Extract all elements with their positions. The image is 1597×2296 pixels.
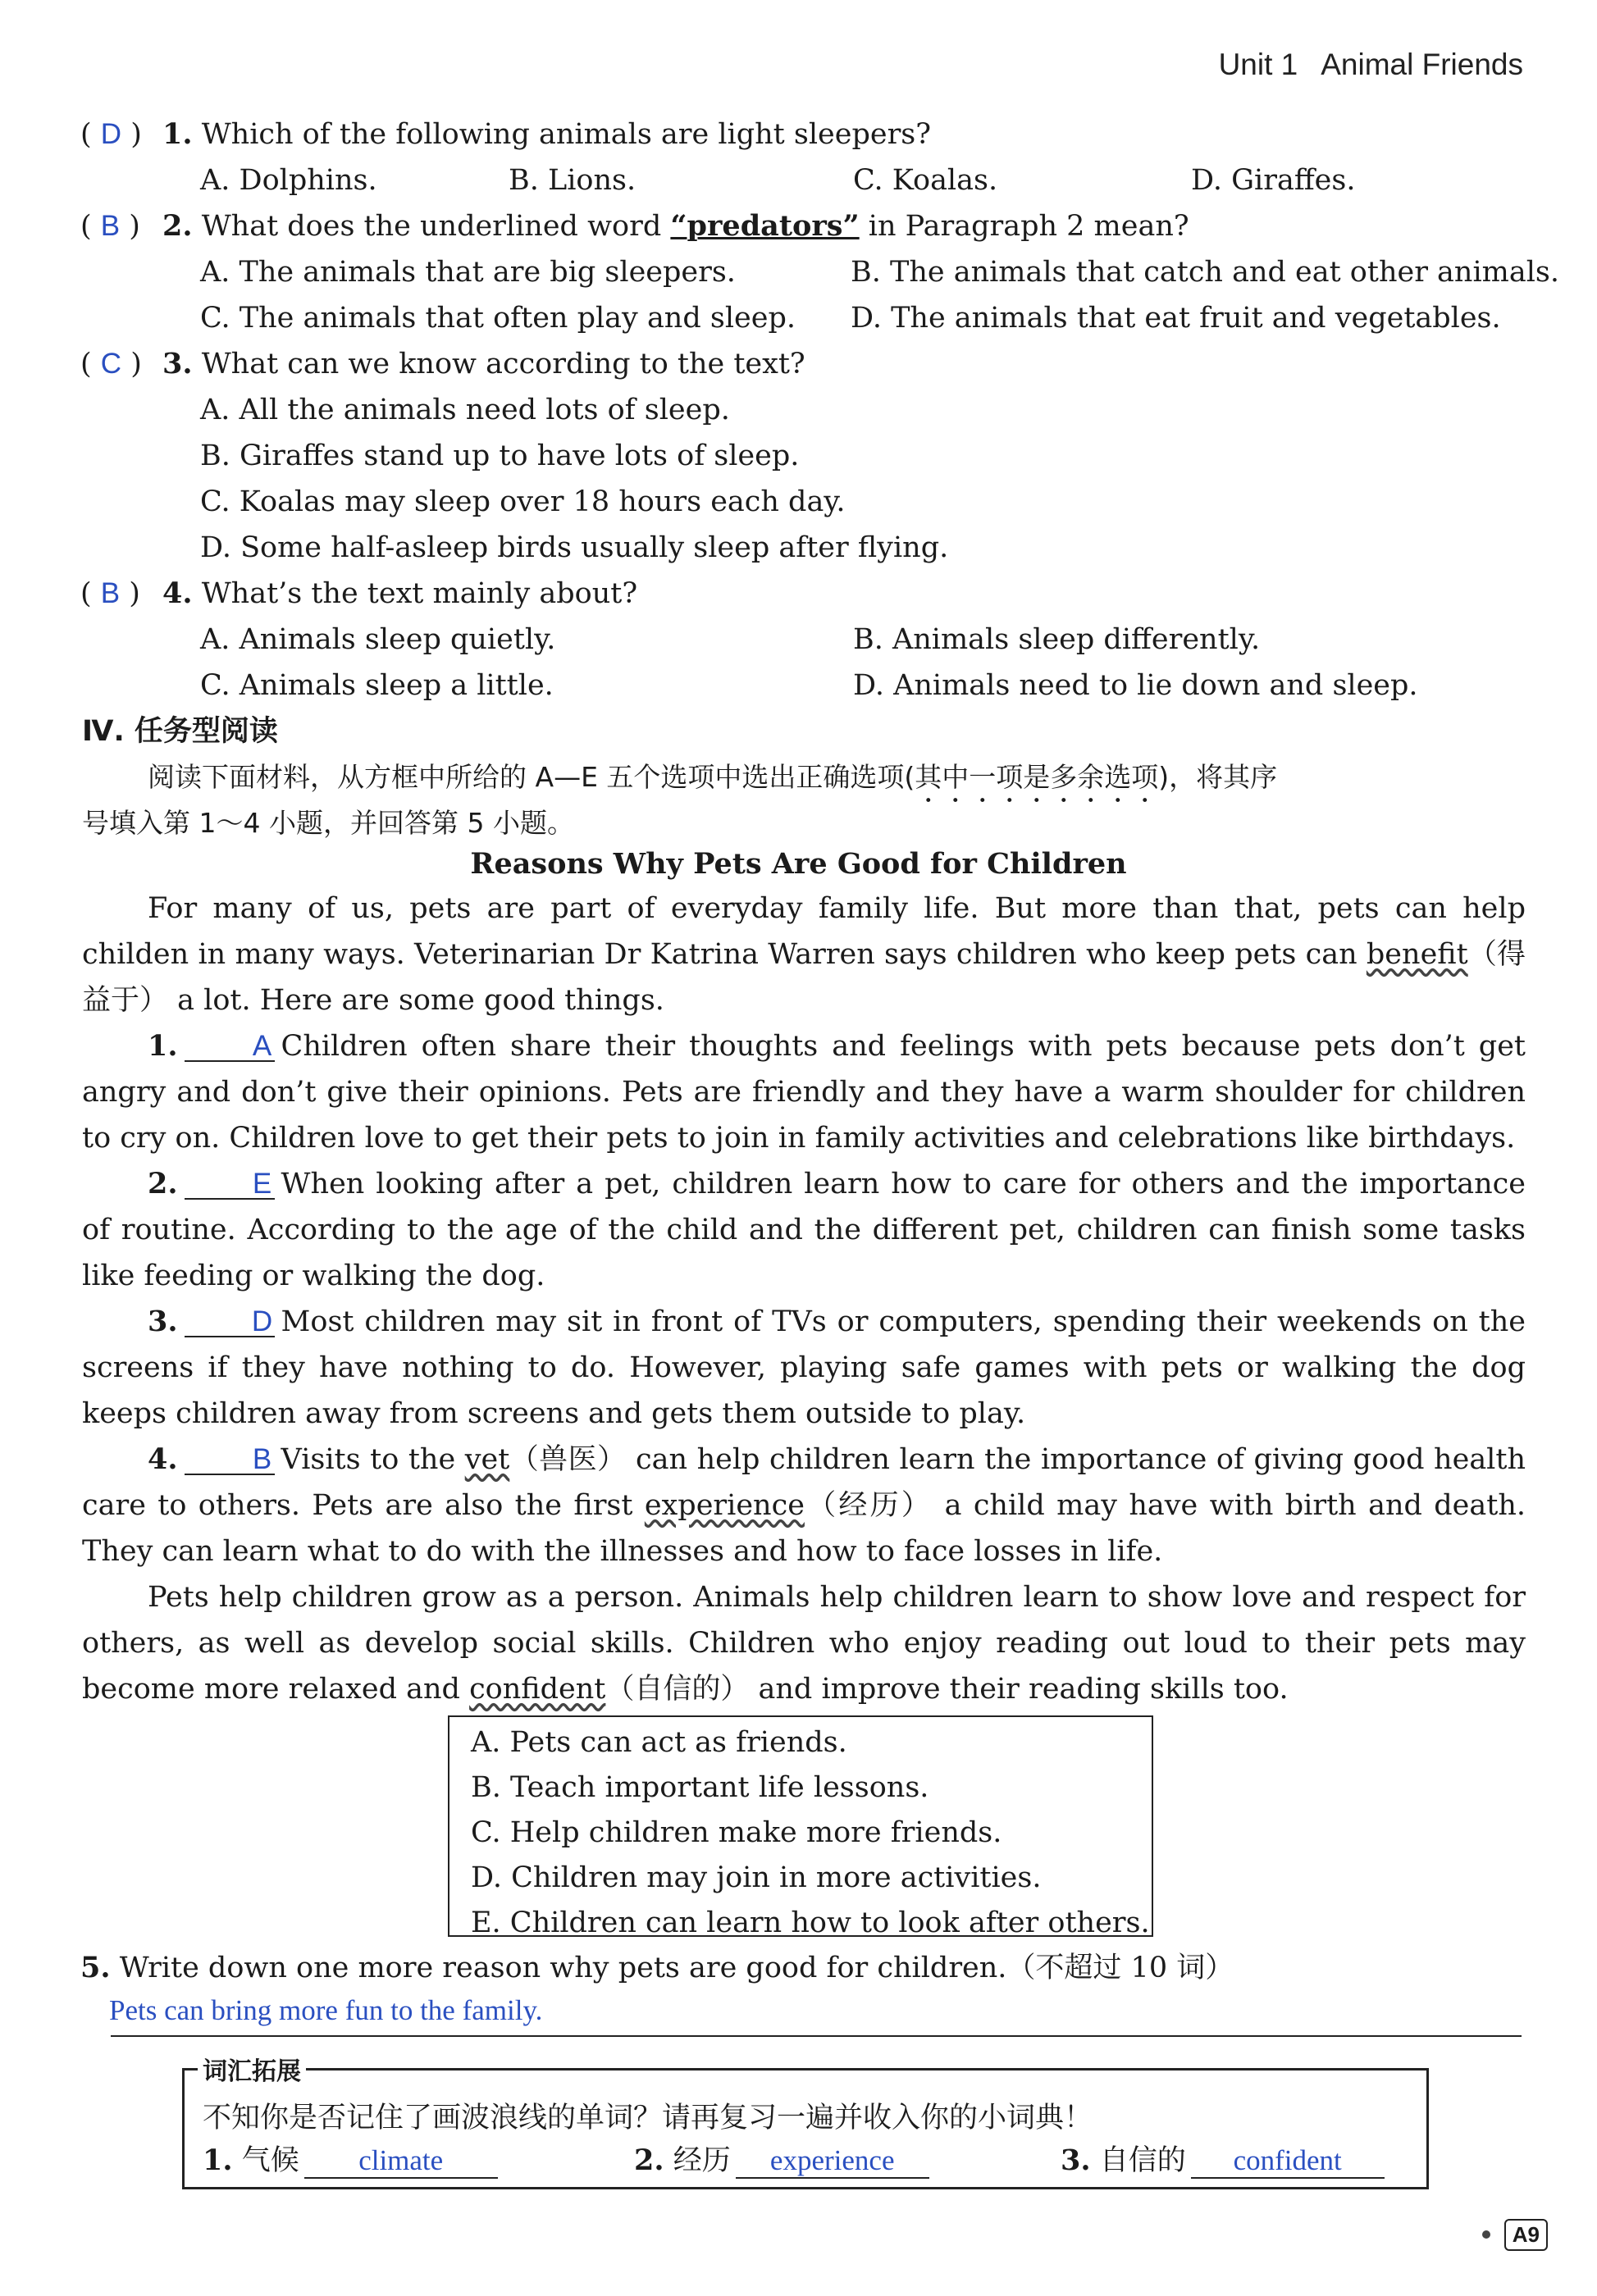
- answer-line: [111, 2035, 1522, 2037]
- box-option: A. Pets can act as friends.: [471, 1726, 847, 1759]
- item-number: 2.: [148, 1167, 178, 1200]
- question-text: What’s the text mainly about?: [201, 577, 638, 610]
- chinese-gloss: （兽医）: [509, 1443, 627, 1476]
- chinese-gloss: （经历）: [804, 1489, 933, 1522]
- vocab-intro: 不知你是否记住了画波浪线的单词？请再复习一遍并收入你的小词典！: [203, 2102, 1093, 2134]
- page-number: A9: [1504, 2219, 1548, 2251]
- option: D. Animals need to lie down and sleep.: [853, 669, 1418, 702]
- question-number: 4.: [162, 576, 193, 610]
- option: C. Koalas may sleep over 18 hours each day.: [200, 485, 846, 518]
- section-instructions: [148, 759, 1277, 809]
- question-1: [80, 116, 931, 153]
- passage-item-1: [82, 1023, 1526, 1161]
- item-number: 4.: [148, 1442, 178, 1476]
- answer-mark: D: [100, 118, 122, 150]
- option: D. Some half-asleep birds usually sleep after flying.: [200, 531, 949, 564]
- instruction-text: 阅读下面材料，从方框中所给的 A—E 五个选项中选出正确选项(: [148, 761, 915, 793]
- vocab-answer: experience: [736, 2144, 929, 2179]
- paragraph-text: Pets help children grow as a person. Animals help children learn to show love and respect for others, as well as develop social skills. Children who enjoy reading out loud to their pets may become more relaxed and: [82, 1581, 1526, 1706]
- answer-bracket: ( C ): [80, 348, 142, 380]
- vocab-number: 2.: [634, 2143, 664, 2177]
- box-option: C. Help children make more friends.: [471, 1816, 1002, 1849]
- answer-blank: E: [185, 1170, 275, 1200]
- option: B. Giraffes stand up to have lots of sleep.: [200, 440, 800, 472]
- answer-bracket: ( D ): [80, 118, 142, 151]
- section-title: Ⅳ. 任务型阅读: [82, 715, 278, 748]
- paragraph-text: For many of us, pets are part of everyday family life. But more than that, pets can help childen in many ways. Veterinarian Dr Katrina Warren says children who keep pets can: [82, 892, 1526, 971]
- vocab-box: [182, 2057, 1429, 2189]
- answer-mark: C: [100, 348, 122, 380]
- question-text: in Paragraph 2 mean?: [859, 210, 1189, 243]
- paragraph-text: and improve their reading skills too.: [749, 1673, 1289, 1706]
- wavy-word: benefit: [1366, 938, 1468, 971]
- box-option: E. Children can learn how to look after others.: [471, 1906, 1150, 1939]
- question-text: What can we know according to the text?: [201, 348, 805, 380]
- question-number: 5.: [80, 1951, 111, 1984]
- option: A. Animals sleep quietly.: [200, 623, 556, 656]
- paragraph-text: can help children learn the importance of giving good health care to others. Pets are also the first: [82, 1443, 1526, 1522]
- paragraph-text: Children often share their thoughts and feelings with pets because pets don’t get angry and don’t give their opinions. Pets are friendly and they have a warm shoulder for children to cry on. Children love to get their pets to join in family activities and celebrations like birthdays.: [82, 1030, 1526, 1155]
- emphasized-text: 其中一项是多余选项: [915, 761, 1159, 793]
- question-number: 1.: [162, 117, 193, 151]
- unit-number: Unit 1: [1218, 48, 1298, 81]
- instruction-text: )，将其序: [1158, 761, 1278, 793]
- paragraph-text: a child may have with birth and death. They can learn what to do with the illnesses and how to face losses in life.: [82, 1489, 1526, 1568]
- item-number: 1.: [148, 1029, 178, 1063]
- wavy-word: experience: [644, 1489, 805, 1522]
- unit-header: [1219, 48, 1523, 82]
- passage-item-2: [82, 1161, 1526, 1299]
- section-instructions-line2: 号填入第 1～4 小题，并回答第 5 小题。: [82, 807, 574, 839]
- underlined-keyword: “predators”: [670, 209, 860, 243]
- box-option: D. Children may join in more activities.: [471, 1861, 1042, 1894]
- question-text: What does the underlined word: [201, 210, 671, 243]
- paragraph-text: Most children may sit in front of TVs or computers, spending their weekends on the screens if they have nothing to do. However, playing safe games with pets or walking the dog keeps children away from screens and gets them outside to play.: [82, 1305, 1526, 1430]
- vocab-answer: confident: [1191, 2144, 1385, 2179]
- option: C. Koalas.: [853, 164, 998, 197]
- option: B. Lions.: [509, 164, 637, 197]
- question-2: [80, 208, 1189, 244]
- unit-title: Animal Friends: [1321, 48, 1523, 81]
- option: D. The animals that eat fruit and vegetables.: [851, 302, 1501, 335]
- option: C. The animals that often play and sleep.: [200, 302, 796, 335]
- paragraph-text: a lot. Here are some good things.: [168, 984, 664, 1017]
- option: D. Giraffes.: [1191, 164, 1356, 197]
- vocab-answer: climate: [304, 2144, 498, 2179]
- page-marker-dot: [1482, 2230, 1490, 2239]
- chinese-gloss: （自信的）: [605, 1673, 750, 1706]
- question-text: Write down one more reason why pets are good for children.（不超过 10 词）: [119, 1952, 1234, 1984]
- vocab-item-1: [203, 2138, 498, 2179]
- vocab-item-2: [634, 2138, 929, 2179]
- passage-conclusion: [82, 1574, 1526, 1712]
- question-4: [80, 576, 637, 612]
- vocab-number: 3.: [1061, 2143, 1091, 2177]
- answer-blank: A: [185, 1032, 275, 1062]
- option: C. Animals sleep a little.: [200, 669, 554, 702]
- answer-mark: B: [100, 577, 121, 609]
- passage-item-3: [82, 1299, 1526, 1437]
- question-number: 3.: [162, 347, 193, 380]
- answer-mark: B: [100, 210, 121, 242]
- question-text: Which of the following animals are light sleepers?: [201, 118, 932, 151]
- question-5-answer: Pets can bring more fun to the family.: [109, 1994, 543, 2026]
- item-number: 3.: [148, 1305, 178, 1338]
- option: B. The animals that catch and eat other animals.: [851, 256, 1559, 289]
- wavy-word: confident: [469, 1673, 606, 1706]
- answer-blank: B: [185, 1446, 275, 1475]
- vocab-chinese: 气候: [241, 2144, 299, 2177]
- wavy-word: vet: [464, 1443, 510, 1476]
- question-number: 2.: [162, 209, 193, 243]
- paragraph-text: When looking after a pet, children learn how to care for others and the importance of routine. According to the age of the child and the different pet, children can finish some tasks like feeding or walking the dog.: [82, 1168, 1526, 1292]
- option: A. Dolphins.: [200, 164, 377, 197]
- answer-bracket: ( B ): [80, 577, 140, 610]
- passage-title: Reasons Why Pets Are Good for Children: [470, 847, 1127, 881]
- answer-bracket: ( B ): [80, 210, 140, 243]
- passage-intro: [82, 886, 1526, 1023]
- vocab-chinese: 经历: [673, 2144, 731, 2177]
- answer-blank: D: [185, 1308, 275, 1337]
- paragraph-text: Visits to the: [281, 1443, 465, 1476]
- vocab-label: 词汇拓展: [198, 2051, 306, 2087]
- question-5: [80, 1950, 1234, 1986]
- vocab-item-3: [1061, 2138, 1385, 2179]
- options-box: [448, 1715, 1153, 1937]
- option: A. The animals that are big sleepers.: [200, 256, 736, 289]
- question-3: [80, 346, 805, 382]
- option: B. Animals sleep differently.: [853, 623, 1261, 656]
- option: A. All the animals need lots of sleep.: [200, 394, 730, 426]
- vocab-number: 1.: [203, 2143, 233, 2177]
- box-option: B. Teach important life lessons.: [471, 1771, 929, 1804]
- vocab-chinese: 自信的: [1099, 2144, 1186, 2177]
- passage-item-4: [82, 1437, 1526, 1574]
- chinese-gloss: （得益于）: [82, 938, 1526, 1017]
